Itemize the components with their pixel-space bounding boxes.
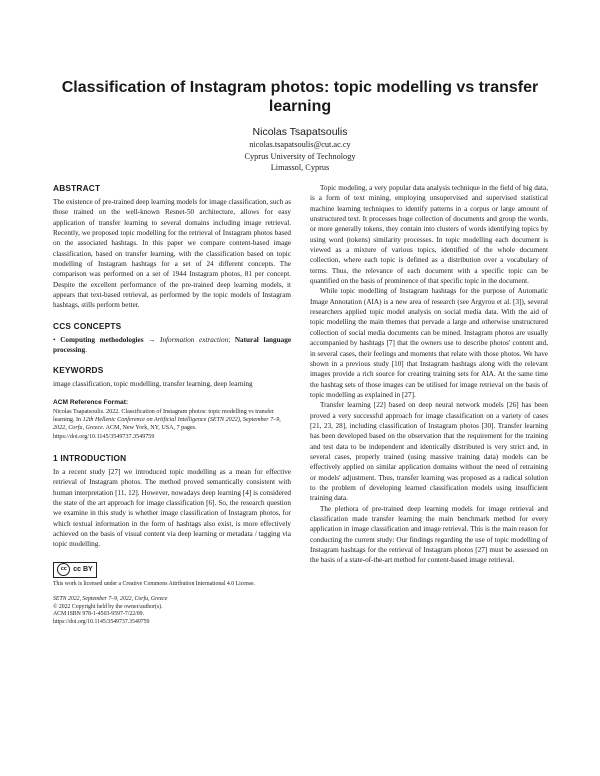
abstract-heading: ABSTRACT <box>53 183 101 193</box>
ccs-end: . <box>85 346 88 355</box>
body-paragraph-4: The plethora of pre-trained deep learning models for image retrieval and classification made transfer learning the main benchmark method for every application in image classification and image retrieval. This is the main reason for conducting the current study: Our findings regarding the use of topic modelling of Instagram hashtags for the retrieval of Instagram photos [27] must be assessed on the basis of a state-of-the-art method for content-based image retrieval. <box>310 504 548 565</box>
ccs-concepts <box>53 335 291 356</box>
meta-venue: SETN 2022, September 7–9, 2022, Corfu, Greece <box>53 595 168 602</box>
ccs-bold-1: Computing methodologies <box>60 335 144 344</box>
license-block <box>53 562 291 578</box>
meta-doi[interactable]: https://doi.org/10.1145/3549737.3549759 <box>53 619 150 626</box>
right-column <box>310 183 548 566</box>
cc-circle-icon: cc <box>57 563 70 576</box>
acm-ref-heading: ACM Reference Format: <box>53 398 129 406</box>
acm-ref-text <box>53 408 291 441</box>
meta-isbn: ACM ISBN 978-1-4503-9597-7/22/09. <box>53 611 144 618</box>
author-name: Nicolas Tsapatsoulis <box>252 126 348 138</box>
ccs-bold-2: Natural language processing <box>53 335 292 355</box>
author-block <box>0 126 600 174</box>
intro-text: In a recent study [27] we introduced topic modelling as a mean for effective retrieval of Instagram photos. The method proved semantically consistent with human interpretation [11, 12]. However, nowadays deep learning [4] is considered the state of the art approach for image classification [6]. So, the research question we examine in this study is whether image classification of Instagram photos, for which textual information in the form of hashtags also exist, is more effectively achieved on the basis of visual content via deep learning or metadata / tagging via topic modelling. <box>53 468 291 549</box>
left-column <box>53 183 291 627</box>
ccs-italic: Information extraction <box>160 335 229 344</box>
acm-ref-post[interactable]: ACM, New York, NY, USA, 7 pages. https://doi.org/10.1145/3549737.3549759 <box>53 425 197 440</box>
abstract-text: The existence of pre-trained deep learning models for image classification, such as those trained on the well-known Resnet-50 architecture, allows for easy application of transfer learning to several domains including image retrieval. Recently, we proposed topic modelling for the retrieval of Instagram photos based on the associated hashtags. In this paper we compare content-based image classification, based on transfer learning, with the classification based on topic modelling of Instagram hashtags for a set of 24 different concepts. The comparison was performed on a set of 1944 Instagram photos, 81 per concept. Despite the excellent performance of the pre-trained deep learning models, it appears that text-based retrieval, as performed by the topic models of Instagram hashtags, stills perform better. <box>53 198 291 310</box>
author-affiliation: Cyprus University of Technology <box>244 151 356 161</box>
intro-heading: 1 INTRODUCTION <box>53 453 127 463</box>
keywords-text: image classification, topic modelling, transfer learning, deep learning <box>53 380 253 389</box>
cc-badge-label: cc BY <box>73 565 93 573</box>
ccs-sep: ; <box>228 335 235 344</box>
acm-ref-pre: Nicolas Tsapatsoulis. 2022. Classification of Instagram photos: topic modelling vs transfer learning. In <box>53 408 274 424</box>
ccs-bullet: • <box>53 335 56 344</box>
body-paragraph-2: While topic modelling of Instagram hashtags for the purpose of Automatic Image Annotation (AIA) is a new area of research (see Argyrou et al. [3]), several researchers applied topic model analysis on social media data. With the aid of topic modelling the main themes that pervade a large and otherwise unstructured collection of social media documents can be mined. Instagram photos are usually accompanied by hashtags [7] that the owners use to describe photos' content and, in several cases, their feelings and moments that relate with those photos. We have shown in a previous study [10] that Instagram hashtags along with the relevant images provide a rich source for creating training sets for AIA. At the same time the hashtag sets of those images can be utilised for image retrieval on the basis of topic modelling as explained in [27]. <box>310 287 548 399</box>
cc-by-badge-icon[interactable] <box>53 562 97 578</box>
author-location: Limassol, Cyprus <box>270 163 330 172</box>
acm-ref-venue: 12th Hellenic Conference on Artificial Intelligence (SETN 2022), September 7–9, 2022, Corfu, Greece. <box>53 417 281 432</box>
body-paragraph-3: Transfer learning [22] based on deep neural network models [26] has been proved a very successful approach for image classification on a variety of cases [21, 23, 28], including classification of Instagram photos [30]. Transfer learning has been developed based on the observation that the requirement for the training and test data to be independent and identically distributed is very strict and, in several cases, properly trained (using massive training data) models can be effectively applied on similar application domains without the need of retraining or models' adjustment. Thus, transfer learning was proposed as a radical solution to the problem of developing learned classification models using insufficient training data. <box>310 401 548 503</box>
paper-title: Classification of Instagram photos: topic modelling vs transfer learning <box>61 79 539 115</box>
publication-meta <box>53 596 291 627</box>
ccs-heading: CCS CONCEPTS <box>53 320 122 331</box>
author-email[interactable]: nicolas.tsapatsoulis@cut.ac.cy <box>249 140 351 149</box>
body-paragraph-1: Topic modeling, a very popular data analysis technique in the field of big data, is a form of text mining, employing unsupervised and supervised statistical machine learning techniques to identify patterns in a corpus or large amount of unstructured text. It processes huge collection of documents and group the words, or more generally tokens, they contain into clusters of words identifying topics by using word (tokens) similarity processes. In topic modelling each document is viewed as a mixture of various topics, identified of the whole document collection, where each topic is defined as a distribution over a vocabulary of terms. Thus, the relevance of each document with a specific topic can be quantified on the basis of prominence of that specific topic in the document. <box>310 184 548 286</box>
license-text: This work is licensed under a Creative Commons Attribution International 4.0 License. <box>53 580 256 587</box>
meta-copyright: © 2022 Copyright held by the owner/author(s). <box>53 603 163 610</box>
keywords-heading: KEYWORDS <box>53 365 104 376</box>
ccs-arrow: → <box>143 335 161 344</box>
